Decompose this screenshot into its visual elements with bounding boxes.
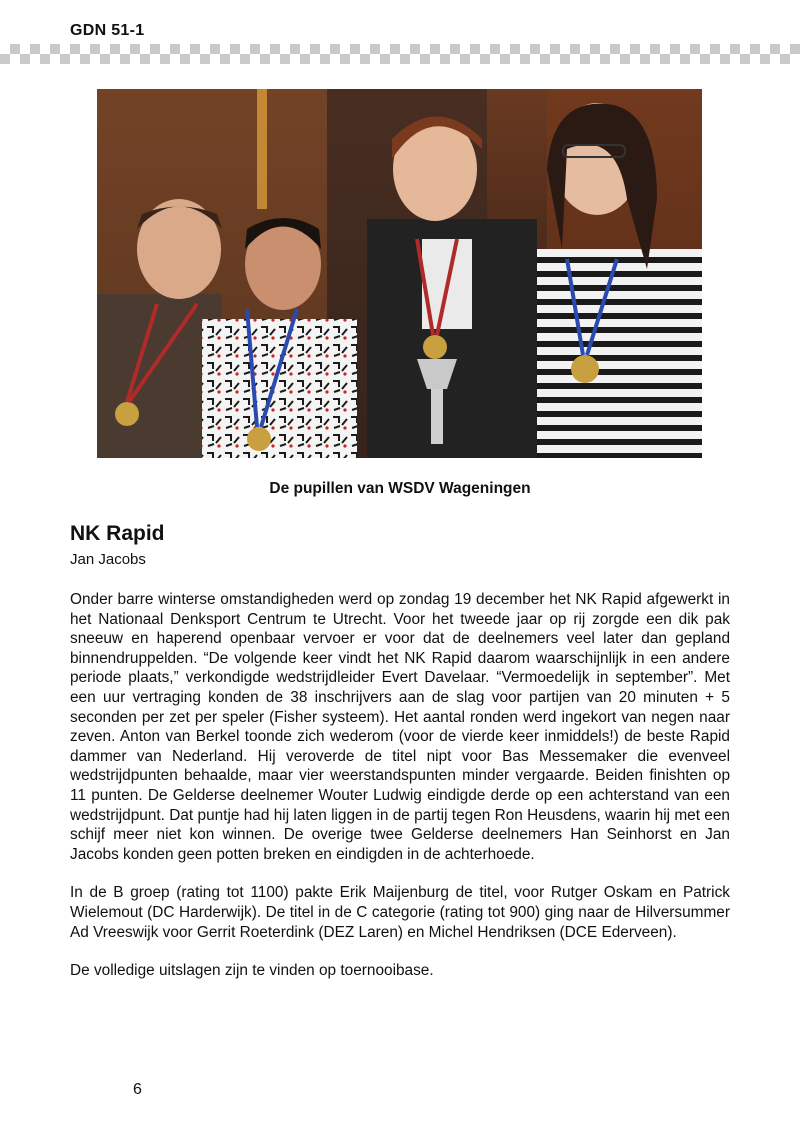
article-body [70, 590, 730, 1000]
article-title: NK Rapid [70, 522, 165, 545]
page-number: 6 [133, 1081, 142, 1098]
group-photo [97, 89, 702, 458]
article-paragraph: In de B groep (rating tot 1100) pakte Erik Maijenburg de titel, voor Rutger Oskam en Patrick Wielemout (DC Harderwijk). De titel in de C categorie (rating tot 900) ging naar de Hilversummer Ad Vreeswijk voor Gerrit Roeterdink (DEZ Laren) en Michel Hendriksen (DCE Ederveen). [70, 884, 730, 941]
article-paragraph: Onder barre winterse omstandigheden werd op zondag 19 december het NK Rapid afgewerkt in het Nationaal Denksport Centrum te Utrecht. Voor het tweede jaar op rij zorgde een dik pak sneeuw en haperend openbaar vervoer er voor dat de deelnemers veel later dan gepland binnendruppelden. “De volgende keer vindt het NK Rapid daarom waarschijnlijk in een andere periode plaats,” verkondigde wedstrijdleider Evert Davelaar. “Vermoedelijk in september”. Met een uur vertraging konden de 38 inschrijvers aan de slag voor partijen van 20 minuten + 5 seconden per zet per speler (Fisher systeem). Het aantal ronden werd ingekort van negen naar zeven. Anton van Berkel toonde zich wederom (voor de vierde keer inmiddels!) de beste Rapid dammer van Nederland. Hij veroverde de titel nipt voor Bas Messemaker die evenveel wedstrijdpunten behaalde, maar vier weerstandspunten minder vergaarde. Beiden finishten op 11 punten. De Gelderse deelnemer Wouter Ludwig eindigde derde op een achterstand van een wedstrijdpunt. Dat puntje had hij laten liggen in de partij tegen Ron Heusdens, waarin hij met een schijf meer niet kon winnen. De overige twee Gelderse deelnemers Han Seinhorst en Jan Jacobs konden geen potten breken en eindigden in de achterhoede. [70, 591, 730, 863]
header-code: GDN 51-1 [70, 22, 145, 39]
photo-caption: De pupillen van WSDV Wageningen [269, 480, 531, 497]
checkered-border [0, 44, 800, 64]
article-author: Jan Jacobs [70, 551, 146, 568]
article-paragraph: De volledige uitslagen zijn te vinden op toernooibase. [70, 962, 434, 980]
